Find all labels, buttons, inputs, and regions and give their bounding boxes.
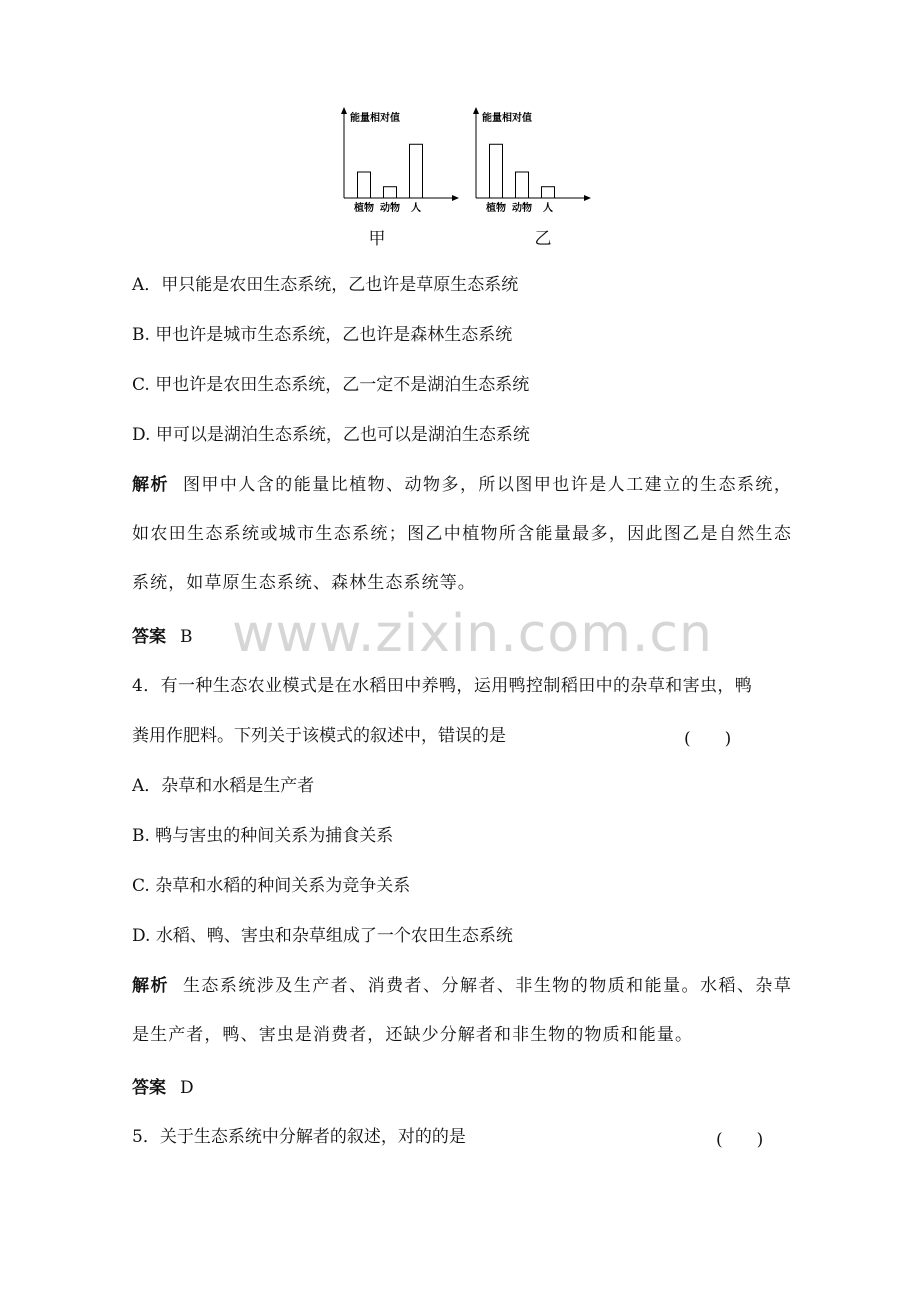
chart-jia-svg: [336, 106, 466, 216]
bar-1: [384, 187, 397, 198]
q4-analysis-text: 生态系统涉及生产者、消费者、分解者、非生物的物质和能量。水稻、杂草是生产者，鸭、害虫是消费者，还缺少分解者和非生物的物质和能量。: [132, 976, 792, 1045]
x-tick-label: 动物: [380, 203, 400, 214]
q4-option-a: A．杂草和水稻是生产者: [132, 776, 315, 796]
q4-option-b: B. 鸭与害虫的种间关系为捕食关系: [132, 826, 394, 846]
q4-stem-line1: 4．有一种生态农业模式是在水稻田中养鸭，运用鸭控制稻田中的杂草和害虫，鸭: [132, 676, 753, 696]
y-axis-label: 能量相对值: [482, 113, 532, 124]
watermark: www.zixin.com.cn: [232, 604, 713, 664]
q4-stem-line2: 粪用作肥料。下列关于该模式的叙述中，错误的是: [132, 726, 506, 746]
y-axis-arrow: [473, 107, 479, 114]
x-tick-label: 人: [411, 203, 421, 214]
q3-option-d: D. 甲可以是湖泊生态系统，乙也可以是湖泊生态系统: [132, 425, 530, 445]
q4-answer: [132, 1076, 194, 1100]
q3-analysis-label: 解析: [132, 475, 169, 495]
q4-analysis: [132, 962, 792, 1060]
chart-yi-svg: [468, 106, 598, 216]
q4-option-d: D. 水稻、鸭、害虫和杂草组成了一个农田生态系统: [132, 926, 513, 946]
y-axis-label: 能量相对值: [350, 113, 400, 124]
q5-answer-paren: ( ): [716, 1130, 764, 1150]
q3-option-a: A．甲只能是农田生态系统，乙也许是草原生态系统: [132, 275, 519, 295]
chart-yi: [468, 106, 598, 216]
q4-answer-value: D: [180, 1078, 194, 1098]
x-axis-arrow: [584, 195, 591, 201]
bar-1: [516, 172, 529, 198]
x-tick-label: 植物: [354, 203, 374, 214]
q3-option-c: C. 甲也许是农田生态系统，乙一定不是湖泊生态系统: [132, 375, 530, 395]
q3-analysis-text: 图甲中人含的能量比植物、动物多，所以图甲也许是人工建立的生态系统，如农田生态系统或城市生态系统；图乙中植物所含能量最多，因此图乙是自然生态系统，如草原生态系统、森林生态系统等。: [132, 475, 792, 593]
chart-yi-caption: 乙: [534, 229, 552, 249]
q3-answer-label: 答案: [132, 627, 166, 647]
q5-stem: 5．关于生态系统中分解者的叙述，对的的是: [132, 1127, 466, 1147]
q3-answer: [132, 625, 193, 649]
chart-jia-caption: 甲: [368, 229, 386, 249]
q4-answer-label: 答案: [132, 1078, 166, 1098]
q3-answer-value: B: [180, 627, 193, 647]
q3-option-b: B. 甲也许是城市生态系统，乙也许是森林生态系统: [132, 325, 513, 345]
bar-0: [358, 172, 371, 198]
q3-analysis: [132, 461, 792, 608]
x-axis-arrow: [452, 195, 459, 201]
bar-2: [542, 187, 555, 198]
bar-2: [410, 144, 423, 198]
q4-answer-paren: ( ): [684, 729, 732, 749]
x-tick-label: 植物: [486, 203, 506, 214]
x-tick-label: 动物: [512, 203, 532, 214]
chart-jia: [336, 106, 466, 216]
y-axis-arrow: [341, 107, 347, 114]
x-tick-label: 人: [543, 203, 553, 214]
bar-0: [490, 144, 503, 198]
q4-analysis-label: 解析: [132, 976, 169, 996]
q4-option-c: C. 杂草和水稻的种间关系为竞争关系: [132, 876, 411, 896]
